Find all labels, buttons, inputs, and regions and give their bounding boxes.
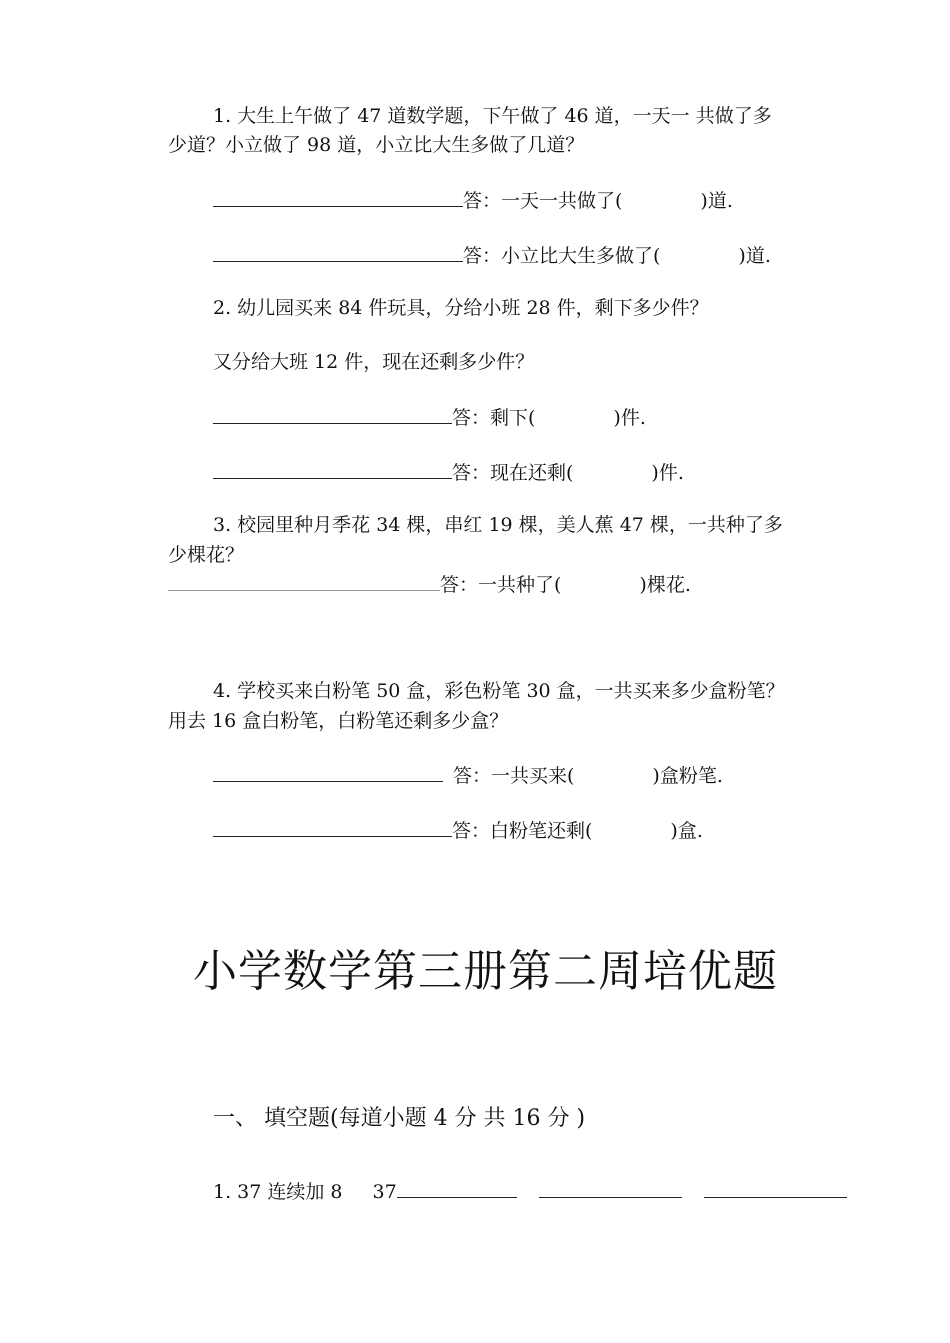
q4-answer1-row bbox=[213, 763, 723, 788]
q1-answer2-row bbox=[213, 243, 771, 268]
q1-answer2-suffix: )道. bbox=[738, 245, 771, 267]
q4-answer1-suffix: )盒粉笔. bbox=[652, 765, 723, 787]
fill1-label: 1. 37 连续加 8 bbox=[213, 1181, 343, 1203]
q1-answer2-prefix: 答：小立比大生多做了( bbox=[463, 245, 661, 267]
q1-answer1-blank[interactable] bbox=[213, 188, 463, 207]
q1-answer1-row bbox=[213, 188, 733, 213]
q2-answer2-prefix: 答：现在还剩( bbox=[452, 462, 574, 484]
q2-answer2-row bbox=[213, 460, 684, 485]
q4-answer2-row bbox=[213, 818, 703, 843]
q1-answer2-blank[interactable] bbox=[213, 243, 463, 262]
fill1-row bbox=[213, 1179, 847, 1204]
q4-text-line1: 4. 学校买来白粉笔 50 盒，彩色粉笔 30 盒，一共买来多少盒粉笔？ bbox=[213, 680, 785, 702]
q4-answer1-prefix: 答：一共买来( bbox=[453, 765, 575, 787]
section-heading-fill-blanks: 一、 填空题(每道小题 4 分 共 16 分 ) bbox=[213, 1106, 586, 1131]
q2-text-line2: 又分给大班 12 件，现在还剩多少件？ bbox=[213, 351, 535, 373]
q2-answer1-row bbox=[213, 405, 646, 430]
q4-answer2-suffix: )盒. bbox=[670, 820, 703, 842]
q2-answer1-suffix: )件. bbox=[613, 407, 646, 429]
q2-text-line1: 2. 幼儿园买来 84 件玩具，分给小班 28 件，剩下多少件？ bbox=[213, 297, 709, 319]
q1-answer1-prefix: 答：一天一共做了( bbox=[463, 190, 623, 212]
page-title: 小学数学第三册第二周培优题 bbox=[193, 946, 778, 997]
fill1-blank-2[interactable] bbox=[539, 1179, 682, 1198]
q4-answer2-blank[interactable] bbox=[213, 818, 452, 837]
q3-text-line2: 少棵花？ bbox=[168, 544, 245, 566]
fill1-blank-1[interactable] bbox=[397, 1179, 517, 1198]
q1-text-line1: 1. 大生上午做了 47 道数学题，下午做了 46 道，一天一 共做了多 bbox=[213, 105, 772, 127]
q2-answer2-suffix: )件. bbox=[651, 462, 684, 484]
fill1-blank-3[interactable] bbox=[704, 1179, 847, 1198]
q1-text-line2: 少道？小立做了 98 道，小立比大生多做了几道？ bbox=[168, 134, 585, 156]
q3-answer1-blank[interactable] bbox=[168, 572, 440, 591]
q2-answer1-blank[interactable] bbox=[213, 405, 452, 424]
q4-answer2-prefix: 答：白粉笔还剩( bbox=[452, 820, 593, 842]
q2-answer1-prefix: 答：剩下( bbox=[452, 407, 536, 429]
q3-text-line1: 3. 校园里种月季花 34 棵，串红 19 棵，美人蕉 47 棵，一共种了多 bbox=[213, 514, 783, 536]
q4-text-line2: 用去 16 盒白粉笔，白粉笔还剩多少盒？ bbox=[168, 710, 509, 732]
q2-answer2-blank[interactable] bbox=[213, 460, 452, 479]
q3-answer1-prefix: 答：一共种了( bbox=[440, 574, 562, 596]
q1-answer1-suffix: )道. bbox=[700, 190, 733, 212]
q3-answer1-row bbox=[168, 572, 691, 597]
q4-answer1-blank[interactable] bbox=[213, 763, 443, 782]
fill1-start-value: 37 bbox=[372, 1181, 397, 1203]
q3-answer1-suffix: )棵花. bbox=[639, 574, 691, 596]
